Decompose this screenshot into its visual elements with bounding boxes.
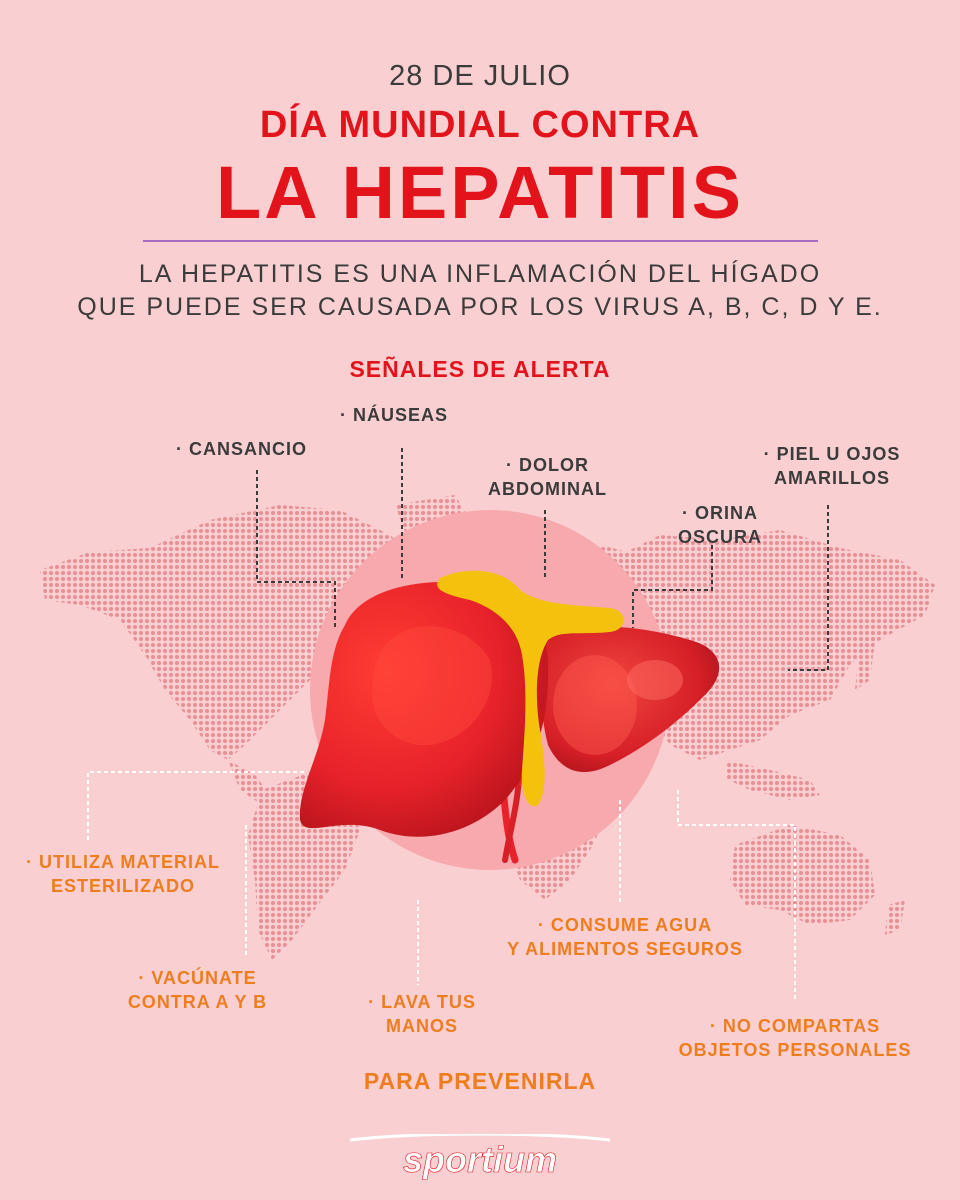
tip-line: MANOS <box>386 1016 458 1036</box>
sportium-logo <box>340 1134 620 1180</box>
tip-line: OBJETOS PERSONALES <box>678 1040 912 1060</box>
prevention-heading: PARA PREVENIRLA <box>363 1068 597 1094</box>
tip-no-sharing-personal-items <box>660 1014 930 1062</box>
page-title-line2: LA HEPATITIS <box>216 151 744 234</box>
alert-item-line: · PIEL U OJOS <box>763 444 901 464</box>
alert-item-abdominal-pain <box>470 453 625 501</box>
tip-line: ESTERILIZADO <box>50 876 195 896</box>
alert-item-line: · ORINA <box>682 503 758 523</box>
alert-item-tiredness <box>176 437 307 461</box>
tip-line: · UTILIZA MATERIAL <box>26 852 220 872</box>
alert-item-line: · CANSANCIO <box>176 439 307 459</box>
title-divider <box>143 240 818 242</box>
alert-item-dark-urine <box>660 501 780 549</box>
tip-line: Y ALIMENTOS SEGUROS <box>507 939 743 959</box>
alert-item-line: OSCURA <box>677 527 762 547</box>
tip-line: · LAVA TUS <box>368 992 476 1012</box>
tip-line: · NO COMPARTAS <box>709 1016 881 1036</box>
tip-safe-water-food <box>490 913 760 961</box>
intro-line1: LA HEPATITIS ES UNA INFLAMACIÓN DEL HÍGADO <box>138 260 822 288</box>
alert-item-line: ABDOMINAL <box>488 479 607 499</box>
tip-wash-hands <box>352 990 492 1038</box>
alert-item-line: AMARILLOS <box>774 468 890 488</box>
tip-sterilized-material <box>8 850 238 898</box>
tip-vaccinate <box>110 966 285 1014</box>
alert-item-yellow-skin-eyes <box>752 442 912 490</box>
tip-line: CONTRA A Y B <box>127 992 268 1012</box>
alert-item-line: · DOLOR <box>506 455 589 475</box>
alert-item-nausea <box>340 403 448 427</box>
intro-text <box>0 258 960 324</box>
tip-line: · VACÚNATE <box>138 968 257 988</box>
alert-item-line: · NÁUSEAS <box>340 405 449 425</box>
date-label: 28 DE JULIO <box>389 60 571 92</box>
intro-line2: QUE PUEDE SER CAUSADA POR LOS VIRUS A, B, C, D Y E. <box>77 293 883 321</box>
alert-signs-heading: SEÑALES DE ALERTA <box>349 356 611 382</box>
svg-text:sportium: sportium <box>402 1139 558 1180</box>
page-title-line1: DÍA MUNDIAL CONTRA <box>259 104 701 146</box>
tip-line: · CONSUME AGUA <box>537 915 713 935</box>
